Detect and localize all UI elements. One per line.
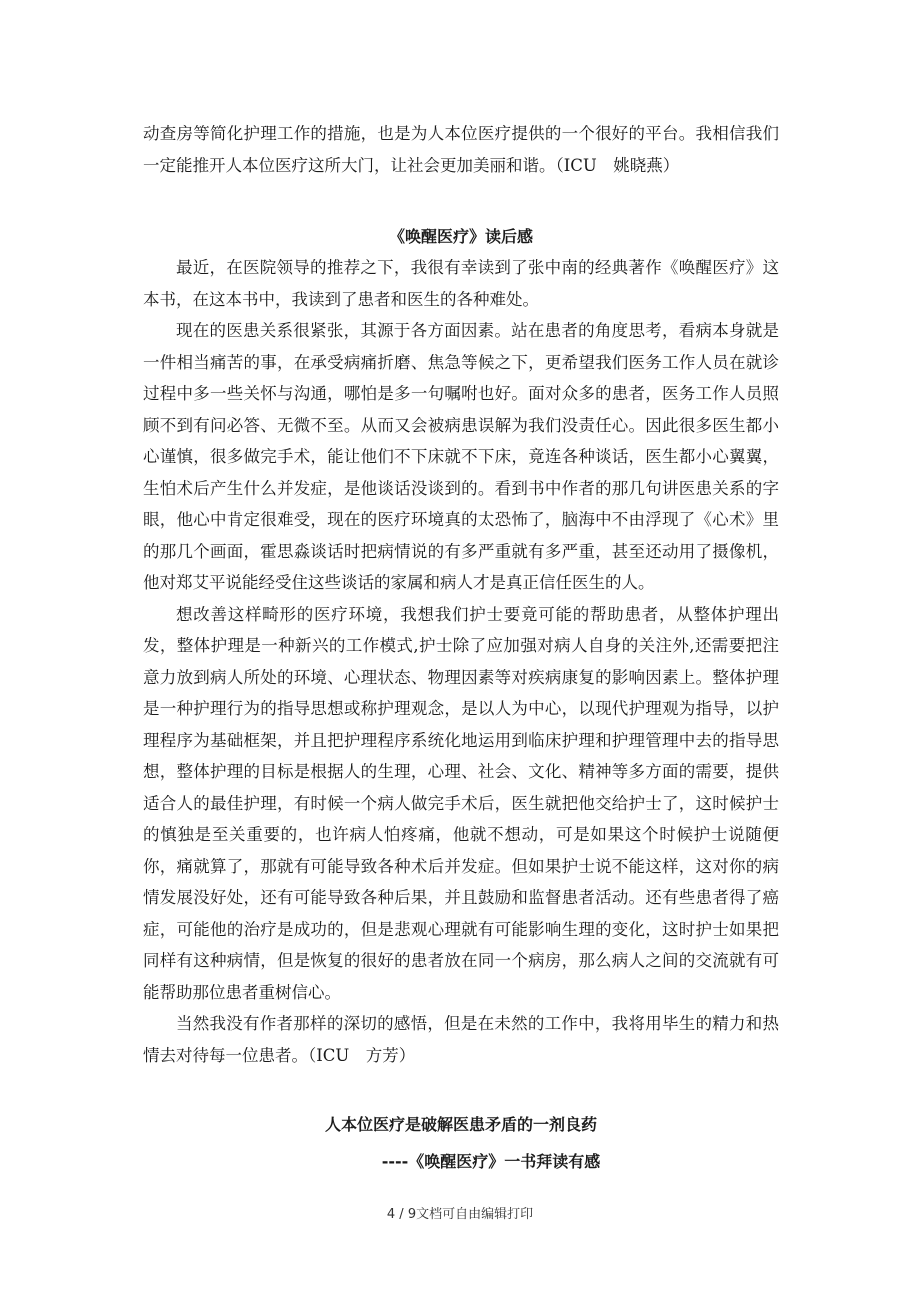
essay1-paragraph: 想改善这样畸形的医疗环境，我想我们护士要竟可能的帮助患者，从整体护理出发，整体护理是一种新兴的工作模式,护士除了应加强对病人自身的关注外,还需要把注意力放到病人所处的环境、心理状态、物理因素等对疾病康复的影响因素上。整体护理是一种护理行为的指导思想或称护理观念，是以人为中心，以现代护理观为指导，以护理程序为基础框架，并且把护理程序系统化地运用到临床护理和护理管理中去的指导思想，整体护理的目标是根据人的生理，心理、社会、文化、精神等多方面的需要，提供适合人的最佳护理，有时候一个病人做完手术后，医生就把他交给护士了，这时候护士的慎独是至关重要的，也许病人怕疼痛，他就不想动，可是如果这个时候护士说随便你，痛就算了，那就有可能导致各种术后并发症。但如果护士说不能这样，这对你的病情发展没好处，还有可能导致各种后果，并且鼓励和监督患者活动。还有些患者得了癌症，可能他的治疗是成功的，但是悲观心理就有可能影响生理的变化，这时护士如果把同样有这种病情，但是恢复的很好的患者放在同一个病房，那么病人之间的交流就有可能帮助那位患者重树信心。 — [143, 604, 779, 1002]
document-body — [143, 118, 779, 1177]
essay1-title: 《唤醒医疗》读后感 — [388, 227, 533, 246]
page-footer: 4 / 9文档可自由编辑打印 — [386, 1207, 534, 1222]
essay2-title: 人本位医疗是破解医患矛盾的一剂良药 — [324, 1115, 597, 1134]
essay1-paragraph: 最近，在医院领导的推荐之下，我很有幸读到了张中南的经典著作《唤醒医疗》这本书，在这本书中，我读到了患者和医生的各种难处。 — [143, 258, 779, 309]
intro-paragraph: 动查房等简化护理工作的措施，也是为人本位医疗提供的一个很好的平台。我相信我们一定能推开人本位医疗这所大门，让社会更加美丽和谐。（ICU 姚晓燕） — [143, 124, 779, 175]
essay1-paragraph: 现在的医患关系很紧张，其源于各方面因素。站在患者的角度思考，看病本身就是一件相当痛苦的事，在承受病痛折磨、焦急等候之下，更希望我们医务工作人员在就诊过程中多一些关怀与沟通，哪怕是多一句嘱咐也好。面对众多的患者，医务工作人员照顾不到有问必答、无微不至。从而又会被病患误解为我们没责任心。因此很多医生都小心谨慎，很多做完手术，能让他们不下床就不下床，竟连各种谈话，医生都小心翼翼，生怕术后产生什么并发症，是他谈话没谈到的。看到书中作者的那几句讲医患关系的字眼，他心中肯定很难受，现在的医疗环境真的太恐怖了，脑海中不由浮现了《心术》里的那几个画面，霍思淼谈话时把病情说的有多严重就有多严重，甚至还动用了摄像机，他对郑艾平说能经受住这些谈话的家属和病人才是真正信任医生的人。 — [143, 321, 779, 592]
essay2-subtitle: ----《唤醒医疗》一书拜读有感 — [381, 1152, 601, 1171]
essay1-paragraph: 当然我没有作者那样的深切的感悟，但是在未然的工作中，我将用毕生的精力和热情去对待每一位患者。（ICU 方芳） — [143, 1014, 779, 1065]
